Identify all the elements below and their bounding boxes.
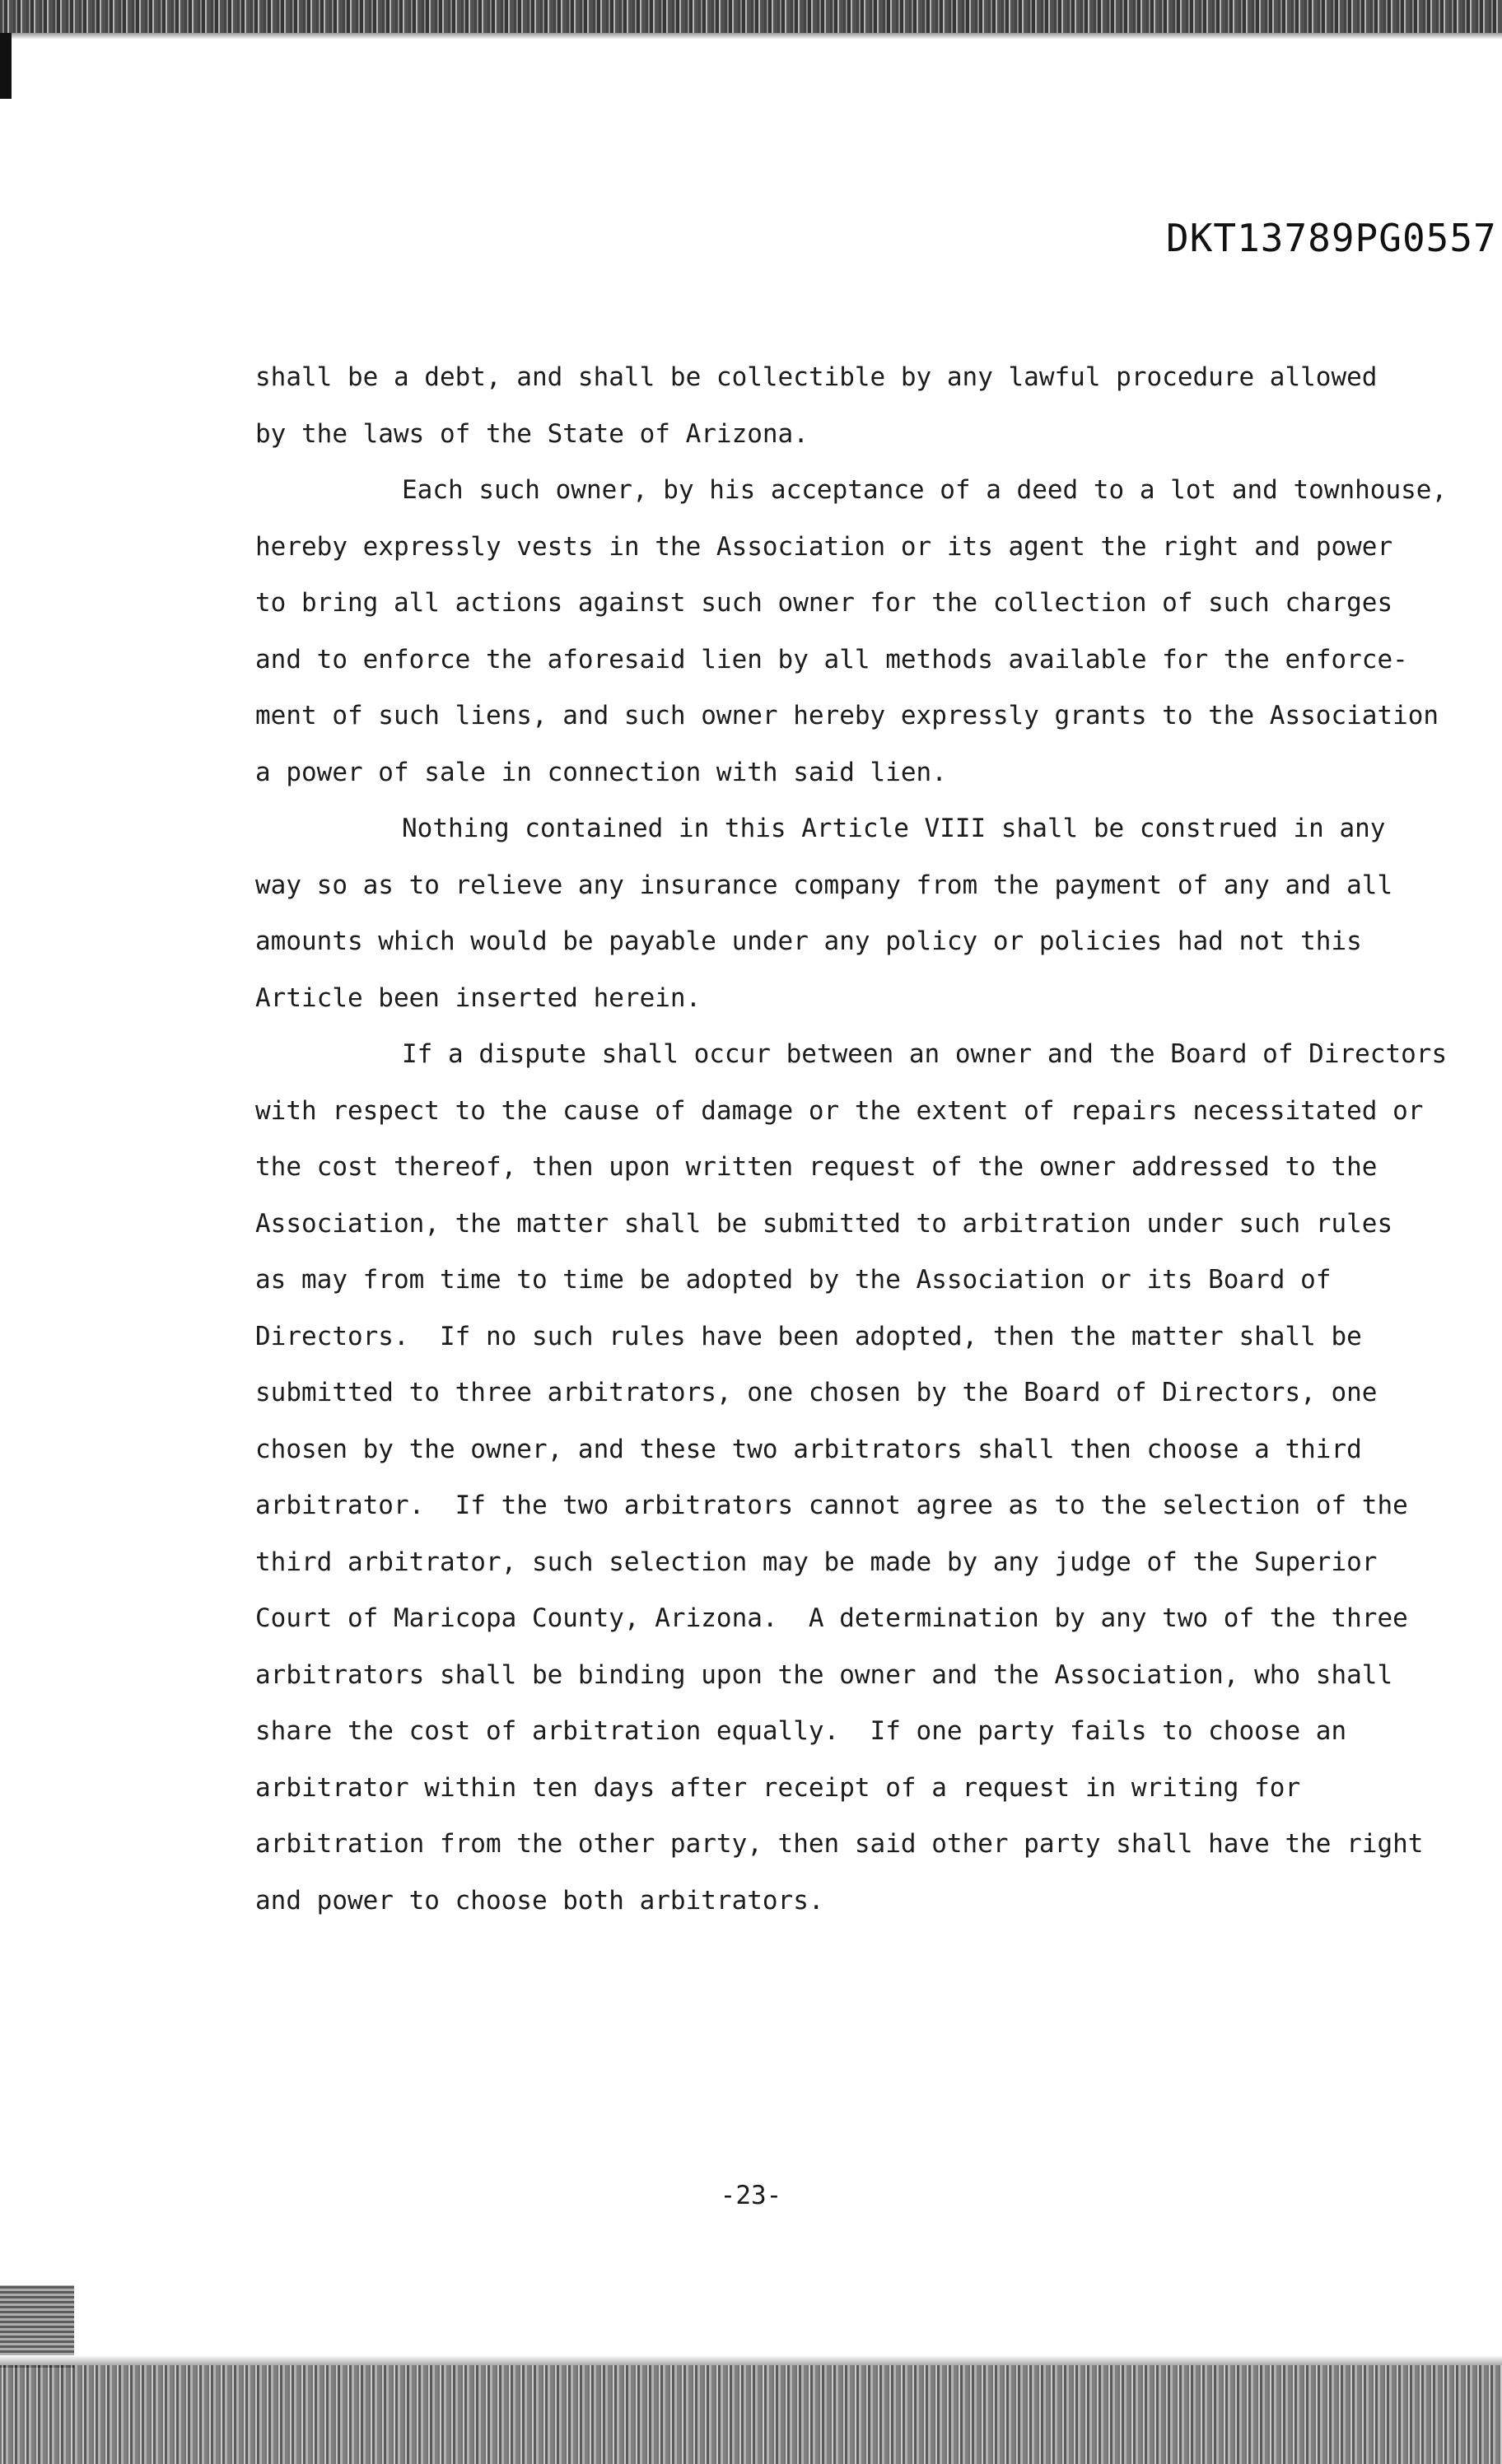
text-line: submitted to three arbitrators, one chosen by the Board of Directors, one <box>255 1378 1378 1407</box>
scan-left-mark <box>0 33 12 99</box>
paragraph-start-line: If a dispute shall occur between an owner and the Board of Directors <box>402 1039 1448 1069</box>
text-line: hereby expressly vests in the Association or its agent the right and power <box>255 531 1393 562</box>
body-text <box>255 349 1466 1929</box>
text-line: amounts which would be payable under any policy or policies had not this <box>255 926 1362 956</box>
text-line: with respect to the cause of damage or the extent of repairs necessitated or <box>255 1095 1424 1126</box>
text-line: shall be a debt, and shall be collectible by any lawful procedure allowed <box>255 362 1378 392</box>
text-line: a power of sale in connection with said lien. <box>255 757 947 787</box>
text-line: as may from time to time be adopted by the Association or its Board of <box>255 1265 1332 1295</box>
text-line: Association, the matter shall be submitted to arbitration under such rules <box>255 1208 1393 1239</box>
text-line: Article been inserted herein. <box>255 982 702 1013</box>
text-line: and power to choose both arbitrators. <box>255 1885 824 1916</box>
text-line: third arbitrator, such selection may be made by any judge of the Superior <box>255 1547 1378 1577</box>
docket-number: DKT13789PG0557 <box>1166 216 1497 260</box>
scan-bottom-edge <box>0 2365 1502 2464</box>
text-line: arbitrator within ten days after receipt of a request in writing for <box>255 1772 1301 1803</box>
text-line: way so as to relieve any insurance company from the payment of any and all <box>255 870 1393 900</box>
text-line: ment of such liens, and such owner hereby expressly grants to the Association <box>255 701 1439 730</box>
text-line: arbitrators shall be binding upon the owner and the Association, who shall <box>255 1659 1393 1690</box>
text-line: the cost thereof, then upon written request of the owner addressed to the <box>255 1152 1378 1182</box>
scan-top-shadow <box>0 33 1502 40</box>
text-line: Court of Maricopa County, Arizona. A determination by any two of the three <box>255 1603 1408 1633</box>
paragraph-start-line: Each such owner, by his acceptance of a deed to a lot and townhouse, <box>402 475 1448 505</box>
text-line: Directors. If no such rules have been adopted, then the matter shall be <box>255 1321 1362 1351</box>
scan-top-edge <box>0 0 1502 33</box>
text-line: share the cost of arbitration equally. If one party fails to choose an <box>255 1716 1347 1746</box>
text-line: to bring all actions against such owner for the collection of such charges <box>255 588 1393 618</box>
paragraph-start-line: Nothing contained in this Article VIII shall be construed in any <box>402 814 1386 843</box>
text-line: chosen by the owner, and these two arbitrators shall then choose a third <box>255 1434 1362 1464</box>
text-line: by the laws of the State of Arizona. <box>255 418 809 449</box>
text-line: arbitration from the other party, then said other party shall have the right <box>255 1829 1424 1859</box>
text-line: arbitrator. If the two arbitrators cannot agree as to the selection of the <box>255 1491 1408 1520</box>
page-number: -23- <box>720 2181 782 2210</box>
text-line: and to enforce the aforesaid lien by all methods available for the enforce- <box>255 644 1408 674</box>
scan-bottom-shadow <box>0 2355 1502 2365</box>
